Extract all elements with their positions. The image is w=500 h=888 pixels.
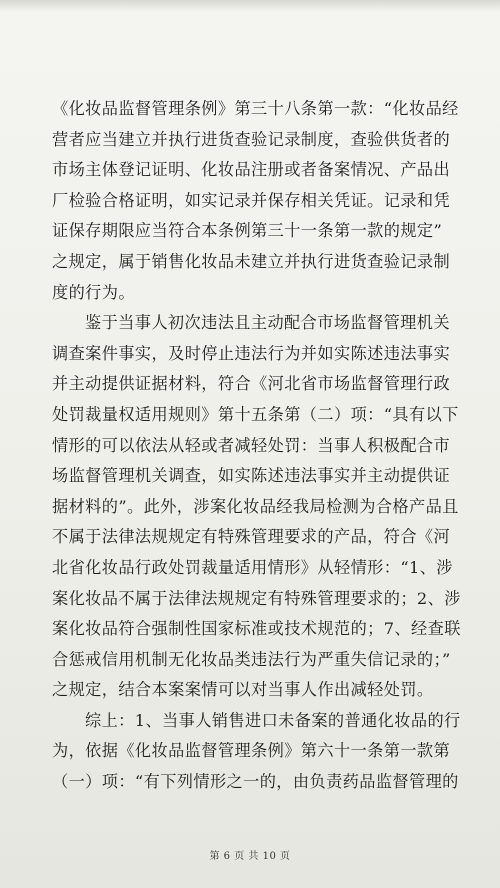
text-line: 市场主体登记证明、化妆品注册或者备案情况、产品出 (52, 160, 451, 180)
text-line: 据材料的”。此外，涉案化妆品经我局检测为合格产品且 (52, 496, 459, 516)
text-line: 场监督管理机关调查，如实陈述违法事实并主动提供证 (52, 466, 451, 486)
text-line: 合惩戒信用机制无化妆品类违法行为严重失信记录的；” (52, 649, 451, 669)
text-line: 《化妆品监督管理条例》第三十八条第一款：“化妆品经 (52, 99, 459, 118)
text-line: 厂检验合格证明，如实记录并保存相关凭证。记录和凭 (52, 190, 451, 210)
paragraph-start-line: 综上：1、当事人销售进口未备案的普通化妆品的行 (85, 710, 461, 730)
text-line: 调查案件事实，及时停止违法行为并如实陈述违法事实 (52, 343, 451, 363)
text-line: 之规定，属于销售化妆品未建立并执行进货查验记录制 (52, 251, 451, 271)
text-line: （一）项：“有下列情形之一的，由负责药品监督管理的 (52, 772, 459, 792)
text-line: 为，依据《化妆品监督管理条例》第六十一条第一款第 (52, 741, 451, 761)
text-line: 证保存期限应当符合本条例第三十一条第一款的规定” (52, 221, 443, 241)
page-shadow (0, 0, 500, 12)
text-line: 度的行为。 (52, 282, 135, 302)
text-line: 之规定，结合本案案情可以对当事人作出减轻处罚。 (52, 680, 434, 700)
text-line: 北省化妆品行政处罚裁量适用情形》从轻情形：“1、涉 (52, 557, 453, 577)
text-line: 处罚裁量权适用规则》第十五条第（二）项：“具有以下 (52, 404, 459, 424)
page-number-footer: 第 6 页 共 10 页 (209, 851, 291, 862)
text-line: 案化妆品符合强制性国家标准或技术规范的；7、经查联 (52, 619, 461, 639)
paragraph-start-line: 鉴于当事人初次违法且主动配合市场监督管理机关 (85, 313, 450, 333)
text-line: 营者应当建立并执行进货查验记录制度，查验供货者的 (52, 129, 451, 149)
text-line: 并主动提供证据材料，符合《河北省市场监督管理行政 (52, 374, 451, 394)
text-line: 案化妆品不属于法律法规规定有特殊管理要求的；2、涉 (52, 588, 461, 608)
text-line: 情形的可以依法从轻或者减轻处罚：当事人积极配合市 (52, 435, 451, 455)
text-line: 不属于法律法规规定有特殊管理要求的产品，符合《河 (52, 527, 451, 547)
body-text (52, 94, 472, 798)
